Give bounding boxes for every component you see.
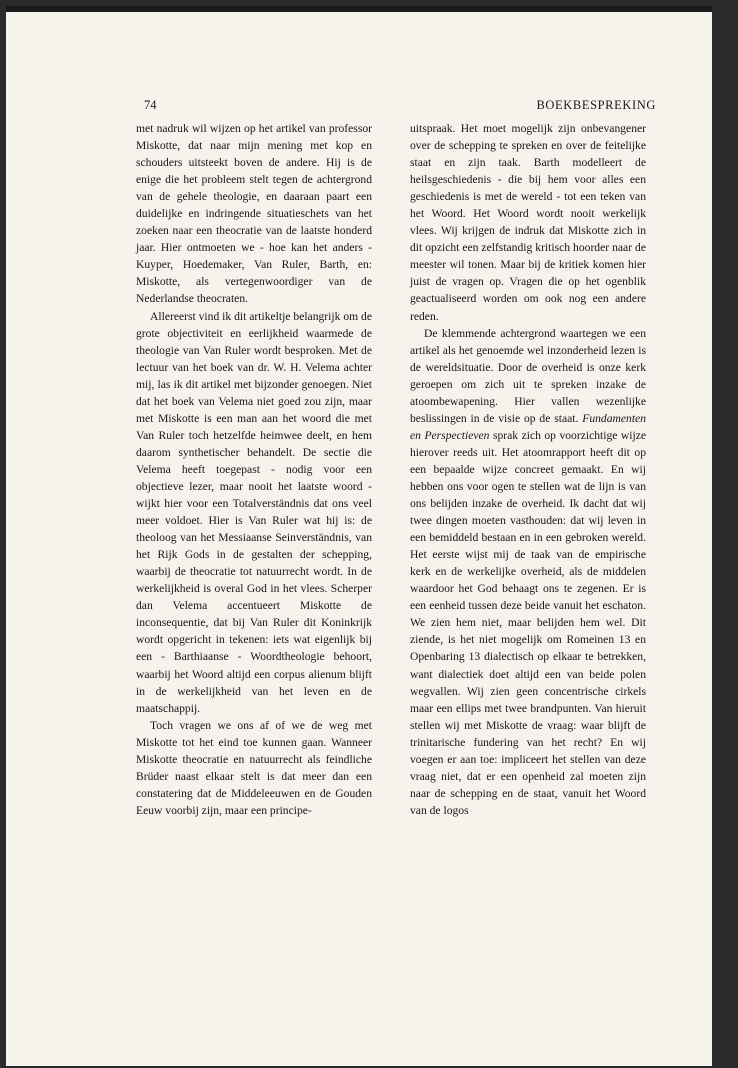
- right-column: [410, 120, 646, 819]
- page-number: 74: [144, 98, 157, 112]
- running-title: BOEKBESPREKING: [536, 98, 656, 112]
- scan-top-edge: [6, 6, 712, 12]
- right-paragraph-2-part-1: De klemmende achtergrond waartegen we een artikel als het genoemde wel inzonderheid lezen is de wereldsituatie. Door de overheid is onze kerk geroepen om zich uit te spreken inzake de atoombewapening. Hier vallen wezenlijke beslissingen in de visie op de staat.: [410, 326, 646, 425]
- left-paragraph-2: Allereerst vind ik dit artikeltje belangrijk om de grote objectiviteit en eerlijkheid waarmede de theologie van Van Ruler wordt besproken. Met de lectuur van het boek van dr. W. H. Velema achter mij, las ik dit artikel met bijzonder genoegen. Niet dat het boek van Velema niet goed zou zijn, maar met Miskotte is een man aan het woord die met Van Ruler toch hetzelfde heimwee deelt, en hem daarom synthetischer behandelt. De sectie die Velema heeft toegepast - nodig voor een objectieve lezer, maar nooit het laatste woord - wijkt hier voor een Totalverständnis dat ons veel meer voldoet. Hier is Van Ruler wat hij is: de theoloog van het Messiaanse Seinverständnis, van het Rijk Gods in de gestalten der schepping, waarbij de theocratie tot natuurrecht wordt. In de werkelijkheid is overal God in het vlees. Scherper dan Velema accentueert Miskotte de inconsequentie, dat bij Van Ruler dit Koninkrijk wordt opgericht in tekenen: iets wat eigenlijk bij een - Barthiaanse - Woordtheologie behoort, waarbij het Woord altijd een corpus alienum blijft in de werkelijkheid van het leven en de maatschappij.: [136, 309, 372, 715]
- right-paragraph-2-part-2: sprak zich op voorzichtige wijze hierover reeds uit. Het atoomrapport heeft dit op een bepaalde wijze concreet gemaakt. En wij hebben ons voor ogen te stellen wat de lijn is van ons belijden inzake de overheid. Ik dacht dat wij twee dingen moeten vasthouden: dat wij leven in een bemiddeld bestaan en in een gebroken wereld. Het eerste wijst mij de taak van de empirische kerk en de werkelijke overheid, als de middelen waardoor het God behaagt ons te zegenen. Er is een eenheid tussen deze beide vanuit het eschaton. We zien hem niet, maar belijden hem wel. Dit ziende, is het niet mogelijk om Romeinen 13 en Openbaring 13 dialectisch op elkaar te betrekken, want dialectiek doet altijd een van beide polen wegvallen. Wij zien geen concentrische cirkels maar een ellips met twee brandpunten. Van hieruit stellen wij met Miskotte de vraag: waar blijft de trinitarische fundering van het recht? En wij voegen er aan toe: impliceert het stellen van deze vraag niet, dat er een openheid zal moeten zijn naar de schepping en de staat, vanuit het Woord van de logos: [410, 428, 647, 817]
- left-paragraph-1: met nadruk wil wijzen op het artikel van professor Miskotte, dat naar mijn mening met kop en schouders uitsteekt boven de andere. Hij is de enige die het probleem stelt tegen de achtergrond van de gehele theologie, en daaraan paart een duidelijke en indringende situatieschets van het zoeken naar een theocratie van de laatste honderd jaar. Hier ontmoeten we - hoe kan het anders - Kuyper, Hoedemaker, Van Ruler, Barth, en: Miskotte, als vertegenwoordiger van de Nederlandse theocraten.: [136, 122, 372, 306]
- right-paragraph-1: uitspraak. Het moet mogelijk zijn onbevangener over de schepping te spreken en over de feitelijke staat en zijn taak. Barth modelleert de heilsgeschiedenis - die bij hem voor alles een geschiedenis is met de wereld - tot een teken van het Woord. Het Woord wordt nooit werkelijk vlees. Wij krijgen de indruk dat Miskotte zich in dit opzicht een zelfstandig kritisch hoorder naar de meester wil tonen. Maar bij de kritiek komen hier juist de vragen op. Vragen die op het ogenblik geactualiseerd worden om ook nog een andere reden.: [410, 122, 646, 323]
- left-paragraph-3: Toch vragen we ons af of we de weg met Miskotte tot het eind toe kunnen gaan. Wanneer Miskotte theocratie en natuurrecht als feindliche Brüder naast elkaar stelt is dat meer dan een constatering dat de Middeleeuwen en de Gouden Eeuw voorbij zijn, maar een principe-: [136, 718, 372, 817]
- book-title-italic: Fundamenten en Perspectieven: [410, 411, 646, 442]
- left-column: [136, 120, 372, 819]
- right-paragraph-2: [410, 325, 646, 819]
